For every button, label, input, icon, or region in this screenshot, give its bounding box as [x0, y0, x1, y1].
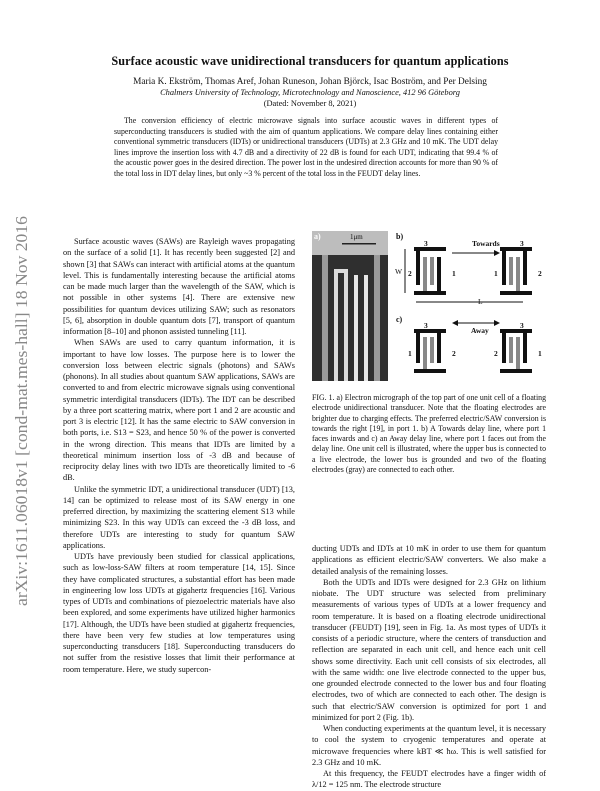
away-label: Away	[471, 326, 489, 335]
figure-caption: FIG. 1. a) Electron micrograph of the top part of one unit cell of a floating electrode unidirectional transducer. Note that the floating electrodes are brighter due to charging effects. The preferred electric/SAW conversion is towards the right [19], in port 1. b) A Towards delay line, where port 1 faces inwards and c) an Away delay line, where port 1 faces out from the delay line. One unit cell is illustrated, where the upper bus is connected to a live electrode, the lower bus is grounded and two of the floating electrodes (gray) are connected to each other.	[312, 393, 546, 475]
paragraph: When SAWs are used to carry quantum information, it is important to have low losses. The purpose here is to lower the conversion loss between electric signals (photons) and SAWs (phonons). In all studies about quantum SAW applications, SAWs are converted to and from electric microwave signals using conventional symmetric interdigital transducers (IDTs). The IDT can be described by a three port scattering matrix, where port 1 and 2 are acoustic and port 3 is electric [12]. It has the same electric to SAW conversion in both ports, i.e. S13 = S23, and hence 50 % of the power is converted in the wrong direction. This means that IDTs are limited by a theoretical minimum insertion loss of -3 dB and because of reciprocity delay lines with two IDTs are theoretically limited to -6 dB.	[63, 338, 295, 483]
abstract: The conversion efficiency of electric microwave signals into surface acoustic waves in different types of superconducting transducers is studied with the aim of quantum applications. We compare delay lines containing either conventional symmetric transducers (IDTs) or unidirectional transducers (UDTs) at 2.3 GHz and 10 mK. The UDT delay lines improve the insertion loss with 4.7 dB and a directivity of 22 dB is found for each UDT, indicating that 99.4 % of the acoustic power goes in the desired direction. The power lost in the undesired direction accounts for more than 90 % of the total loss in IDT delay lines, but only ~3 % percent of the total loss in the FEUDT delay lines.	[114, 116, 498, 178]
port-1-label: 1	[408, 349, 412, 358]
port-2-label: 2	[494, 349, 498, 358]
port-2-label: 2	[452, 349, 456, 358]
length-label: L	[478, 297, 483, 306]
width-label: W	[395, 267, 403, 276]
port-3-label: 3	[424, 239, 428, 248]
panel-a-label: a)	[314, 232, 321, 241]
left-column	[63, 236, 295, 675]
port-3-label: 3	[520, 239, 524, 248]
panel-b-label: b)	[396, 232, 404, 241]
paragraph: At this frequency, the FEUDT electrodes have a finger width of λ/12 = 125 nm. The electrode structure	[312, 769, 546, 790]
paragraph: ducting UDTs and IDTs at 10 mK in order to use them for quantum applications as efficient electric/SAW converters. We also make a detailed analysis of the remaining losses.	[312, 544, 546, 576]
author-list: Maria K. Ekström, Thomas Aref, Johan Runeson, Johan Björck, Isac Boström, and Per Delsing	[133, 77, 487, 87]
paragraph: When conducting experiments at the quantum level, it is necessary to cool the system to cryogenic temperatures and operate at microwave frequencies where kBT ≪ ħω. This is well satisfied for 2.3 GHz and 10 mK.	[312, 724, 546, 767]
right-column	[312, 543, 546, 791]
figure-1	[312, 231, 548, 391]
towards-label: Towards	[472, 239, 500, 248]
port-2-label: 2	[538, 269, 542, 278]
electron-micrograph	[312, 231, 388, 381]
port-3-label: 3	[424, 321, 428, 330]
port-3-label: 3	[520, 321, 524, 330]
paragraph: UDTs have previously been studied for classical applications, such as low-loss-SAW filters at room temperature [14, 15]. Since they have complicated structures, a substantial effort has been made in engineering low loss UDTs at gigahertz frequencies [16]. Various types of UDTs and combinations of piezoelectric materials have also been explored, and some experiments have utilized higher harmonics [17]. Although, the UDTs have been studied at gigahertz frequencies, there have been very few studies at low temperatures using superconducting transducers [18]. Superconducting transducers do not suffer from the resistive losses that limit their performance at room temperature. Here, we study supercon-	[63, 552, 295, 674]
towards-delay-line-diagram	[402, 239, 548, 309]
affiliation: Chalmers University of Technology, Microtechnology and Nanoscience, 412 96 Göteborg	[160, 88, 460, 97]
arxiv-identifier	[8, 208, 34, 608]
port-1-label: 1	[494, 269, 498, 278]
arxiv-identifier-text: arXiv:1611.06018v1 [cond-mat.mes-hall] 18 Nov 2016	[12, 225, 31, 606]
paper-title: Surface acoustic wave unidirectional transducers for quantum applications	[111, 54, 509, 68]
paragraph: Unlike the symmetric IDT, a unidirectional transducer (UDT) [13, 14] can be optimized to release most of its SAW energy in one preferred direction, by maximizing the scattering element S13 while minimizing S23. In this way UDTs can exceed the -3 dB loss, and therefore UDTs are interesting to study for quantum SAW applications.	[63, 484, 295, 550]
port-1-label: 1	[452, 269, 456, 278]
scale-bar-label: 1μm	[350, 233, 363, 241]
date-line: (Dated: November 8, 2021)	[263, 99, 357, 108]
paragraph: Surface acoustic waves (SAWs) are Rayleigh waves propagating on the surface of a solid [1]. It has recently been suggested [2] and shown [3] that SAWs can interact with artificial atoms at the quantum level. This is fundamentally interesting because the artificial atoms can be made much larger than the wavelength of the SAW, which is not possible in other systems [4]. There are extensive new possibilities for quantum devices utilizing SAW; such as resonators [5, 6], absorption in double quantum dots [7], transport of quantum information [8–10] and phonon assisted tunneling [11].	[63, 237, 295, 336]
port-1-label: 1	[538, 349, 542, 358]
port-2-label: 2	[408, 269, 412, 278]
panel-c-label: c)	[396, 315, 403, 324]
paragraph: Both the UDTs and IDTs were designed for 2.3 GHz on lithium niobate. The UDT structure was selected from preliminary measurements of various types of UDTs at a lower frequency and room temperature. It is based on a floating electrode unidirectional transducer (FEUDT) [19], seen in Fig. 1a. As most types of UDTs it consists of a periodic structure, where the centers of transduction and reflection are separated in each unit cell, and hence each unit cell shows some directivity. Each unit cell consists of six electrodes, all with the same width: one live electrode connected to the upper bus, one grounded electrode connected to the lower bus and four floating electrodes, two of which are connected to each other. The design is such that electric/SAW conversion is optimized for port 1 and minimized for port 2 (Fig. 1b).	[312, 577, 546, 722]
